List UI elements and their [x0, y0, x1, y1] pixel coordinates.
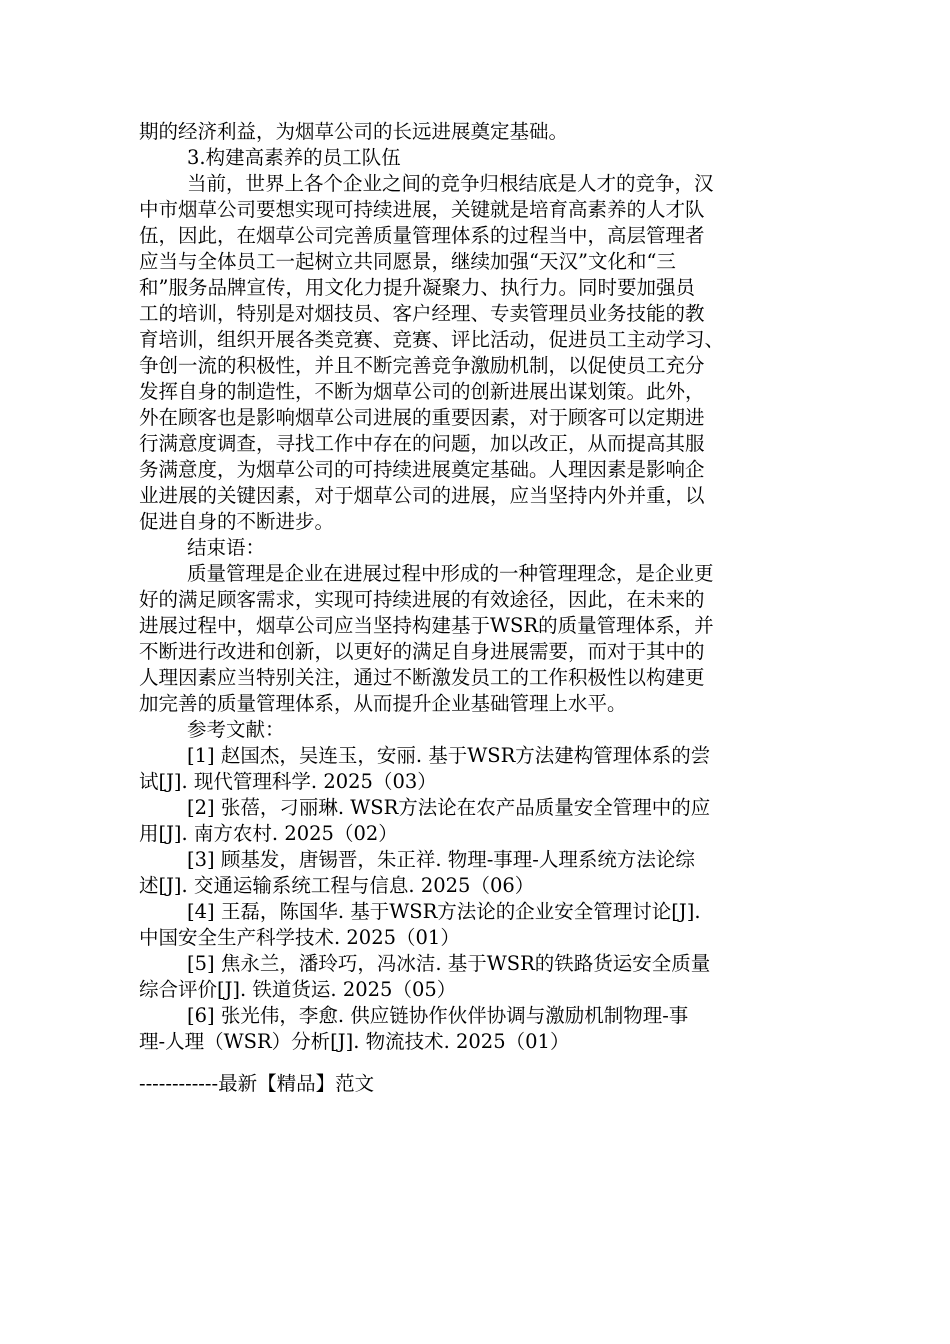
- body-line: 促进自身的不断进步。: [139, 510, 335, 533]
- references-heading: 参考文献：: [187, 718, 285, 741]
- body-line: 争创一流的积极性，并且不断完善竞争激励机制，以促使员工充分: [139, 354, 705, 377]
- body-line: 工的培训，特别是对烟技员、客户经理、专卖管理员业务技能的教: [139, 302, 705, 325]
- body-line: 业进展的关键因素，对于烟草公司的进展，应当坚持内外并重，以: [139, 484, 705, 507]
- body-line: 中市烟草公司要想实现可持续进展，关键就是培育高素养的人才队: [139, 198, 705, 221]
- reference-item: [4] 王磊，陈国华. 基于WSR方法论的企业安全管理讨论[J].: [187, 900, 701, 923]
- body-line: 好的满足顾客需求，实现可持续进展的有效途径，因此，在未来的: [139, 588, 705, 611]
- body-line: 行满意度调查，寻找工作中存在的问题，加以改正，从而提高其服: [139, 432, 705, 455]
- body-line: 不断进行改进和创新，以更好的满足自身进展需要，而对于其中的: [139, 640, 705, 663]
- reference-item-cont: 试[J]. 现代管理科学. 2025（03）: [139, 770, 437, 793]
- reference-item: [3] 顾基发，唐锡晋，朱正祥. 物理-事理-人理系统方法论综: [187, 848, 695, 871]
- body-line: 应当与全体员工一起树立共同愿景，继续加强“天汉”文化和“三: [139, 250, 676, 273]
- body-line: 人理因素应当特别关注，通过不断激发员工的工作积极性以构建更: [139, 666, 705, 689]
- body-line: 外在顾客也是影响烟草公司进展的重要因素，对于顾客可以定期进: [139, 406, 705, 429]
- reference-item: [6] 张光伟，李愈. 供应链协作伙伴协调与激励机制物理-事: [187, 1004, 689, 1027]
- body-line: 伍，因此，在烟草公司完善质量管理体系的过程当中，高层管理者: [139, 224, 705, 247]
- reference-item-cont: 用[J]. 南方农村. 2025（02）: [139, 822, 398, 845]
- body-line: 加完善的质量管理体系，从而提升企业基础管理上水平。: [139, 692, 627, 715]
- reference-item-cont: 述[J]. 交通运输系统工程与信息. 2025（06）: [139, 874, 535, 897]
- reference-item-cont: 中国安全生产科学技术. 2025（01）: [139, 926, 460, 949]
- body-line: 质量管理是企业在进展过程中形成的一种管理理念，是企业更: [187, 562, 714, 585]
- body-line: 发挥自身的制造性，不断为烟草公司的创新进展出谋划策。此外，: [139, 380, 705, 403]
- reference-item: [2] 张蓓，刁丽琳. WSR方法论在农产品质量安全管理中的应: [187, 796, 711, 819]
- reference-item: [5] 焦永兰，潘玲巧，冯冰洁. 基于WSR的铁路货运安全质量: [187, 952, 711, 975]
- reference-item: [1] 赵国杰，吴连玉，安丽. 基于WSR方法建构管理体系的尝: [187, 744, 711, 767]
- body-line: 期的经济利益，为烟草公司的长远进展奠定基础。: [139, 120, 569, 143]
- section-heading: 3.构建高素养的员工队伍: [187, 146, 401, 169]
- page-footer: ------------最新【精品】范文: [139, 1072, 375, 1095]
- body-line: 当前，世界上各个企业之间的竞争归根结底是人才的竞争，汉: [187, 172, 714, 195]
- reference-item-cont: 理-人理（WSR）分析[J]. 物流技术. 2025（01）: [139, 1030, 570, 1053]
- body-line: 进展过程中，烟草公司应当坚持构建基于WSR的质量管理体系，并: [139, 614, 714, 637]
- reference-item-cont: 综合评价[J]. 铁道货运. 2025（05）: [139, 978, 457, 1001]
- conclusion-heading: 结束语：: [187, 536, 266, 559]
- body-line: 和”服务品牌宣传，用文化力提升凝聚力、执行力。同时要加强员: [139, 276, 695, 299]
- body-line: 务满意度，为烟草公司的可持续进展奠定基础。人理因素是影响企: [139, 458, 705, 481]
- body-line: 育培训，组织开展各类竞赛、竞赛、评比活动，促进员工主动学习、: [139, 328, 725, 351]
